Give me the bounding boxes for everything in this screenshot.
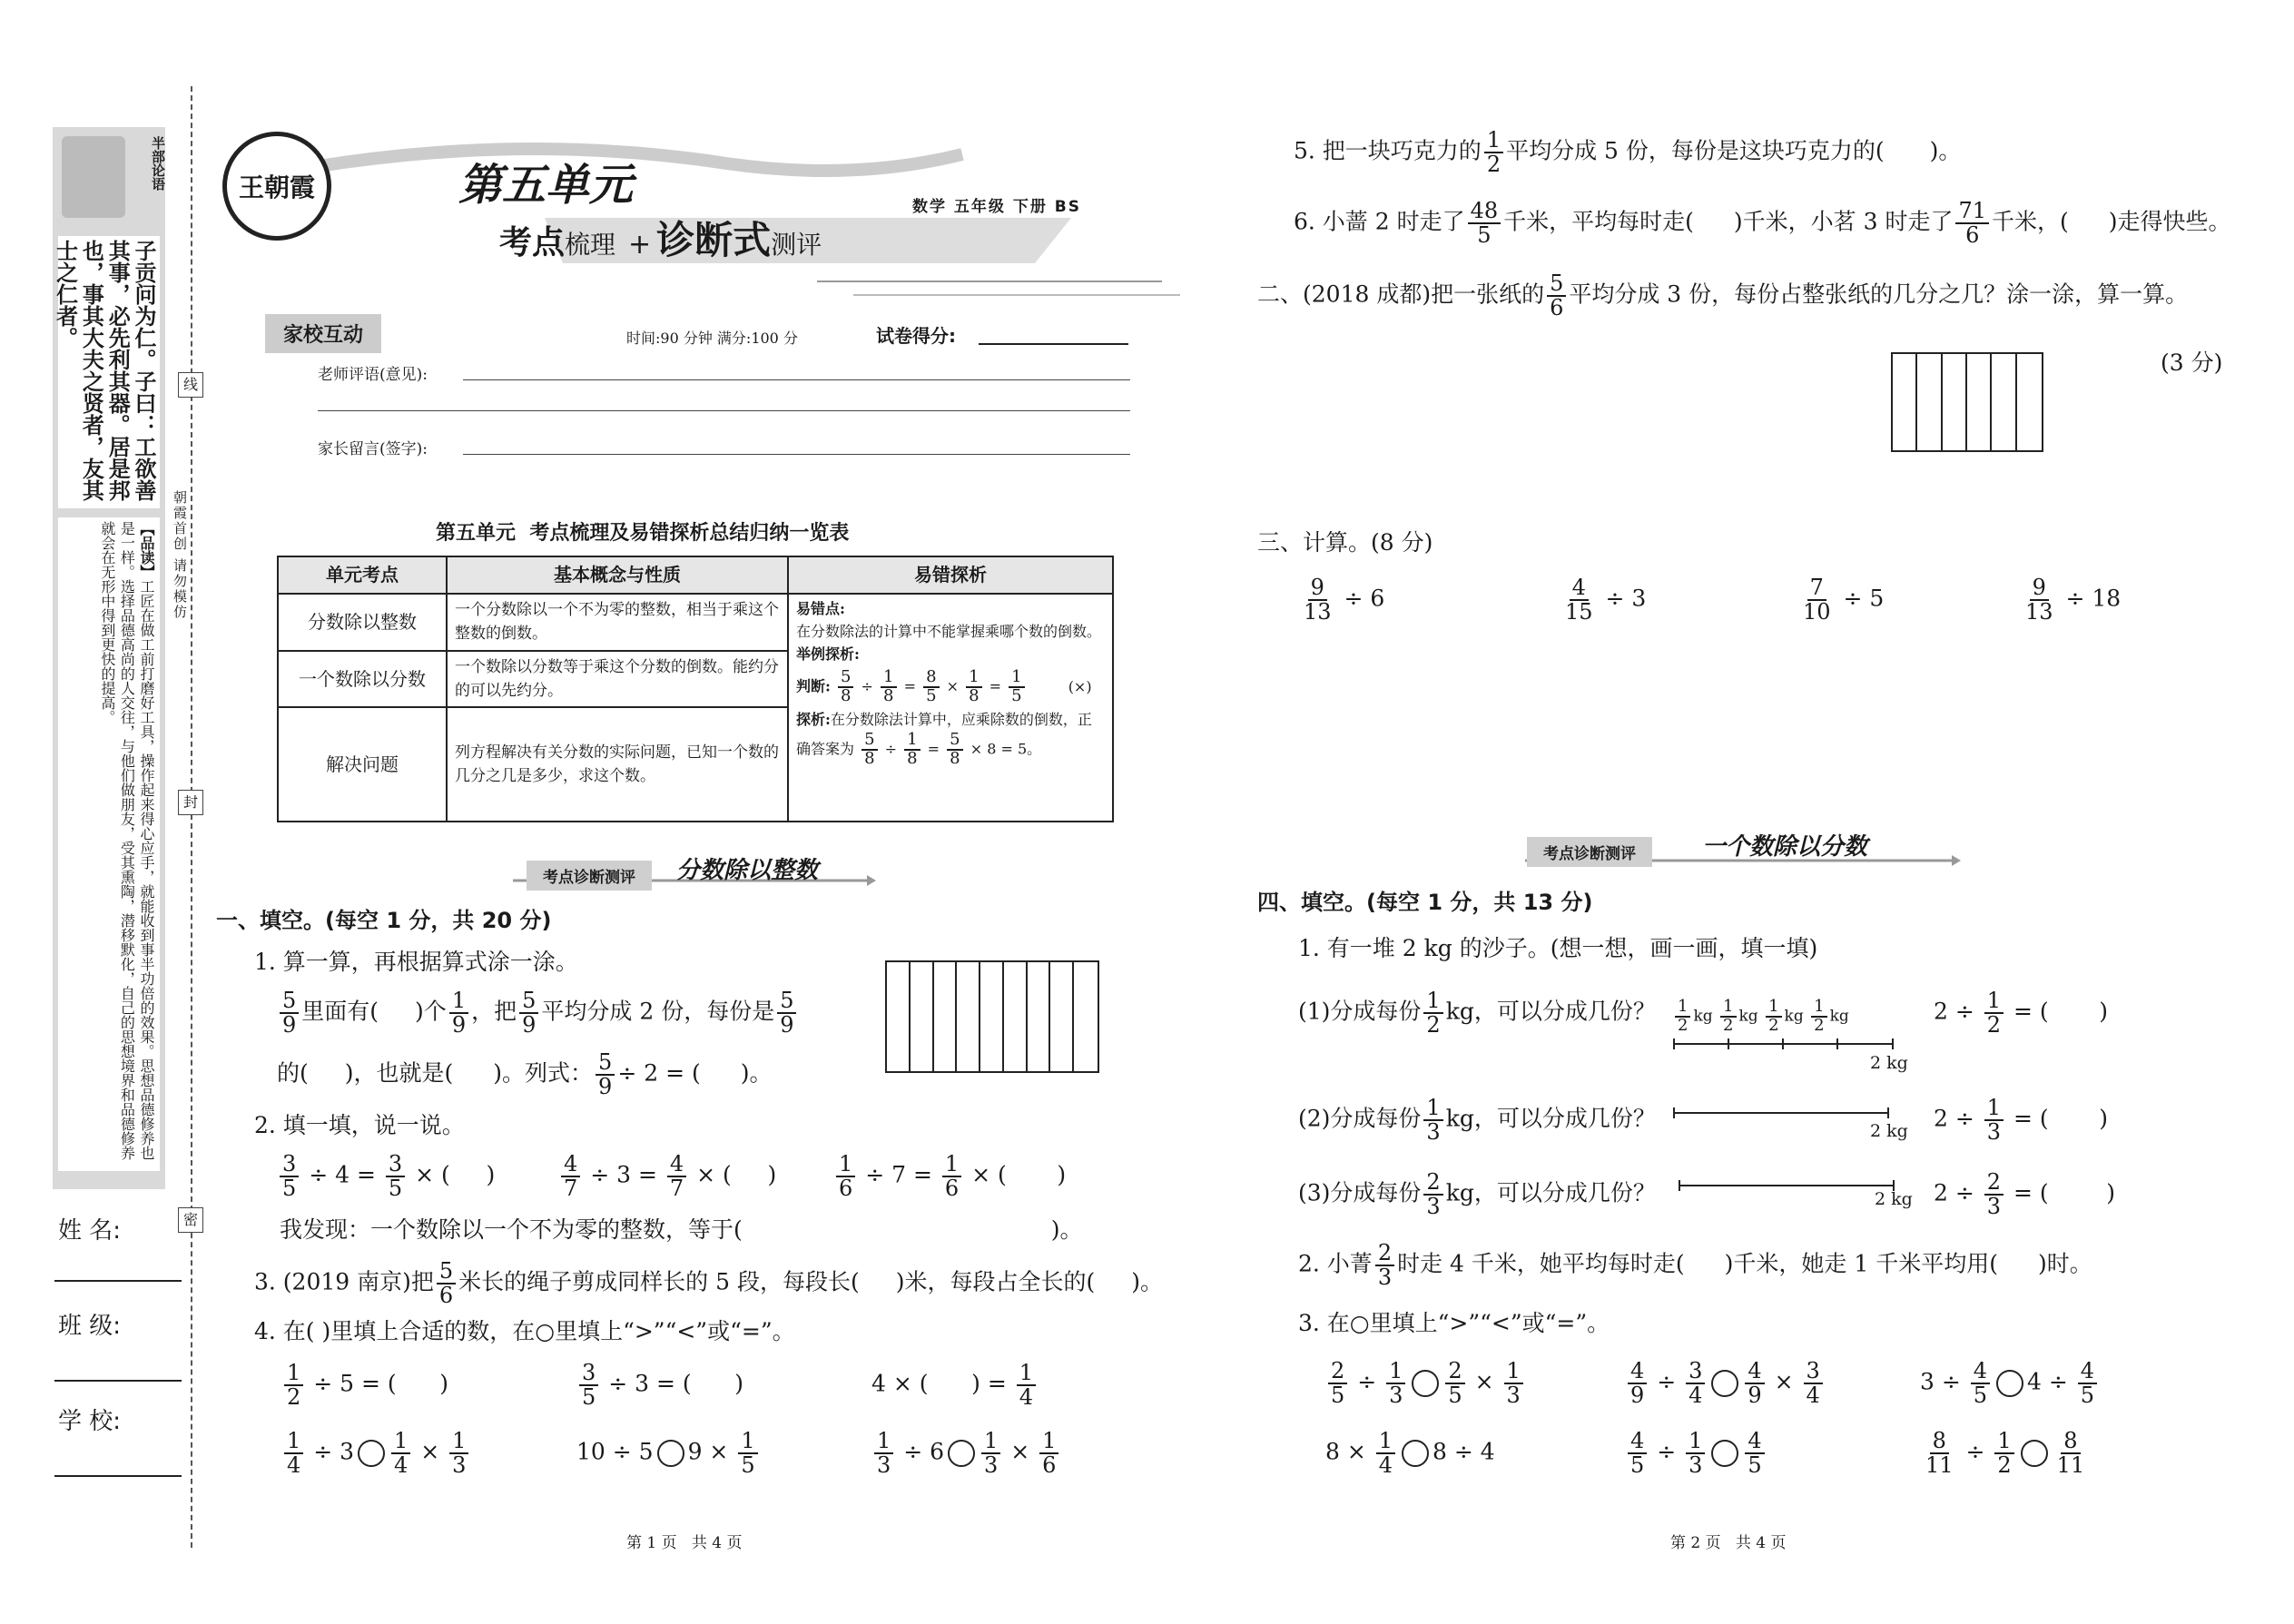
column-header: 易错探析: [788, 556, 1113, 594]
text-segment: 我发现：一个数除以一个不为零的整数，等于(: [280, 1216, 743, 1243]
column-header: 单元考点: [278, 556, 447, 594]
text-segment: )，也就是(: [344, 1059, 454, 1087]
compare-expression[interactable]: $\frac{4}{9}$ ÷ $\frac{3}{4}$ $\frac{4}{9}$ × $\frac{3}{4}$: [1625, 1360, 1826, 1407]
table-header-row: [278, 556, 1113, 594]
section-title: 一个数除以分数: [1702, 833, 1868, 861]
text-segment: )走得快些。: [2108, 208, 2231, 235]
text-segment: 6. 小蔷 2 时走了: [1294, 208, 1465, 235]
question-6: 6. 小蔷 2 时走了 $\frac{48}{5}$ 千米，平均每时走( )千米，小茗 3 时走了 $\frac{71}{6}$ 千米，( )走得快些。: [1294, 198, 2231, 249]
calc-expression[interactable]: $\frac{9}{13}$ ÷ 18: [2025, 575, 2122, 625]
fold-mark: 密: [178, 1207, 203, 1233]
text-segment: (1)分成每份: [1298, 998, 1422, 1025]
text-segment: )。列式：: [493, 1059, 594, 1087]
compare-circle[interactable]: [1402, 1440, 1429, 1467]
text-segment: 平均分成 3 份，每份占整张纸的几分之几？涂一涂，算一算。: [1569, 281, 2189, 308]
segment-line[interactable]: [1672, 1106, 1890, 1120]
topic-cell: 分数除以整数: [278, 594, 447, 651]
header-char: 语: [150, 177, 166, 191]
question-heading: 三、计算。(8 分): [1257, 529, 1433, 556]
class-label: 班 级:: [58, 1313, 122, 1340]
judge-label: 判断:: [796, 677, 831, 695]
kg-label: 2 kg: [1875, 1189, 1913, 1209]
topic-cell: 解决问题: [278, 707, 447, 822]
sub-question: (2)分成每份 $\frac{1}{3}$ kg，可以分成几份？: [1298, 1095, 1656, 1146]
parent-message-field[interactable]: [463, 454, 1130, 455]
question-score: (3 分): [2161, 349, 2223, 376]
fill-expression[interactable]: 2 ÷ $\frac{2}{3}$ = ( ): [1934, 1169, 2115, 1220]
concept-cell: 一个数除以分数等于乘这个分数的倒数。能约分的可以先约分。: [447, 651, 788, 708]
text-segment: 里面有(: [301, 998, 379, 1025]
fold-mark: 线: [178, 372, 203, 398]
shading-grid[interactable]: [1891, 352, 2043, 452]
question-item: 1. 有一堆 2 kg 的沙子。(想一想，画一画，填一填): [1298, 935, 1818, 961]
school-label: 学 校:: [58, 1408, 122, 1435]
shading-grid[interactable]: [885, 960, 1099, 1073]
text-segment: )。: [1050, 1216, 1083, 1243]
calc-expression[interactable]: $\frac{9}{13}$ ÷ 6: [1304, 575, 1385, 625]
compare-circle[interactable]: [657, 1440, 684, 1467]
name-field[interactable]: [54, 1280, 182, 1282]
text-segment: )。: [1929, 137, 1962, 164]
brand-logo: [222, 132, 331, 241]
question-1-line1: $\frac{5}{9}$ 里面有( )个 $\frac{1}{9}$ ，把 $\frac{5}{9}$ 平均分成 2 份，每份是 $\frac{5}{9}$: [277, 989, 799, 1037]
text-segment: kg，可以分成几份？: [1445, 1105, 1656, 1132]
calc-expression[interactable]: $\frac{4}{15}$ ÷ 3: [1565, 575, 1647, 625]
fill-expression[interactable]: $\frac{3}{5}$ ÷ 3 = ( ): [576, 1362, 743, 1409]
compare-expression[interactable]: $\frac{2}{5}$ ÷ $\frac{1}{3}$ $\frac{2}{5}$ × $\frac{1}{3}$: [1325, 1360, 1526, 1407]
text-segment: )千米，小茗 3 时走了: [1733, 208, 1954, 235]
text-segment: )。: [740, 1059, 773, 1087]
fill-expression[interactable]: $\frac{4}{7}$ ÷ 3 = $\frac{4}{7}$ × ( ): [558, 1153, 776, 1200]
compare-circle[interactable]: [2021, 1440, 2048, 1467]
table-row: [278, 594, 1113, 651]
compare-expression[interactable]: 3 ÷ $\frac{4}{5}$ 4 ÷ $\frac{4}{5}$: [1920, 1360, 2100, 1407]
exam-subtitle: [499, 218, 822, 263]
text-segment: 平均分成 5 份，每份是这块巧克力的(: [1506, 137, 1885, 164]
question-heading: 四、填空。(每空 1 分，共 13 分): [1257, 890, 1593, 915]
segment-line[interactable]: [1678, 1178, 1895, 1193]
page-footer: 第 2 页 共 4 页: [1670, 1534, 1787, 1552]
fill-expression[interactable]: $\frac{1}{6}$ ÷ 7 = $\frac{1}{6}$ × ( ): [833, 1153, 1066, 1200]
text-segment: )个: [415, 998, 447, 1025]
finding-statement: [280, 1216, 1083, 1244]
compare-circle[interactable]: [1711, 1440, 1738, 1467]
reading-label: 【品读】: [138, 521, 155, 579]
score-label: 试卷得分:: [876, 325, 956, 347]
time-info: 时间:90 分钟 满分:100 分: [626, 330, 798, 347]
subtitle-part: 考点: [499, 224, 566, 261]
text-segment: )千米，她走 1 千米平均用(: [1724, 1250, 1998, 1277]
question-3: 3. (2019 南京)把 $\frac{5}{6}$ 米长的绳子剪成同样长的 5 段，每段长( )米，每段占全长的( )。: [254, 1258, 1164, 1309]
subtitle-part: 梳理: [565, 230, 616, 260]
text-segment: 平均分成 2 份，每份是: [541, 998, 775, 1025]
sub-question: (3)分成每份 $\frac{2}{3}$ kg，可以分成几份？: [1298, 1169, 1656, 1220]
name-label: 姓 名:: [58, 1217, 122, 1245]
comment-line: [318, 410, 1130, 411]
compare-circle[interactable]: [1412, 1370, 1439, 1397]
sidebar-header: [129, 136, 165, 227]
compare-expression[interactable]: $\frac{1}{3}$ ÷ 6 $\frac{1}{3}$ × $\frac{1}{6}$: [871, 1430, 1061, 1477]
book-meta: 数学 五年级 下册 BS: [912, 198, 1081, 216]
question-item: 3. 在○里填上“>”“<”或“=”。: [1298, 1310, 1610, 1336]
fill-expression[interactable]: 2 ÷ $\frac{1}{2}$ = ( ): [1934, 988, 2109, 1038]
segment-diagram: $\frac{1}{2}$ kg $\frac{1}{2}$ kg $\frac{1}{2}$ kg $\frac{1}{2}$ kg: [1672, 999, 1849, 1035]
text-segment: 时走 4 千米，她平均每时走(: [1397, 1250, 1685, 1277]
question-item: 2. 填一填，说一说。: [254, 1112, 465, 1138]
text-segment: 5. 把一块巧克力的: [1294, 137, 1482, 164]
fill-expression[interactable]: 4 × ( ) = $\frac{1}{4}$: [871, 1362, 1039, 1409]
judge-mark: (×): [1068, 677, 1092, 695]
kg-label: 2 kg: [1870, 1121, 1908, 1141]
calc-expression[interactable]: $\frac{7}{10}$ ÷ 5: [1803, 575, 1885, 625]
parent-message-label: 家长留言(签字):: [318, 440, 428, 458]
page-footer: 第 1 页 共 4 页: [626, 1534, 743, 1552]
text-segment: 的(: [277, 1059, 309, 1087]
text-segment: 千米，(: [1992, 208, 2069, 235]
text-segment: kg，可以分成几份？: [1445, 998, 1656, 1025]
teacher-comment-field[interactable]: [463, 379, 1130, 380]
question-item: 1. 算一算，再根据算式涂一涂。: [254, 949, 578, 975]
error-analysis-cell: [788, 594, 1113, 822]
text-segment: 3. (2019 南京)把: [254, 1268, 434, 1295]
sidebar-reading: [58, 517, 160, 1171]
fill-expression[interactable]: $\frac{3}{5}$ ÷ 4 = $\frac{3}{5}$ × ( ): [277, 1153, 495, 1200]
family-school-tag: 家校互动: [265, 314, 381, 353]
sidebar-quote: 子贡问为仁。子曰：工欲善其事，必先利其器。居是邦也，事其大夫之贤者，友其士之仁者。: [58, 236, 160, 508]
concept-cell: 列方程解决有关分数的实际问题，已知一个数的几分之几是多少，求这个数。: [447, 707, 788, 822]
question-two: 二、(2018 成都)把一张纸的 $\frac{5}{6}$ 平均分成 3 份，每份占整张纸的几分之几？涂一涂，算一算。: [1257, 271, 2189, 321]
topic-cell: 一个数除以分数: [278, 651, 447, 708]
text-segment: kg，可以分成几份？: [1445, 1179, 1656, 1206]
compare-expression[interactable]: $\frac{4}{5}$ ÷ $\frac{1}{3}$ $\frac{4}{5}$: [1625, 1430, 1767, 1477]
compare-expression[interactable]: 8 × $\frac{1}{4}$ 8 ÷ 4: [1325, 1428, 1495, 1479]
question-1-line2: 的( )，也就是( )。列式： $\frac{5}{9}$ ÷ 2 = ( )。: [277, 1049, 773, 1100]
compare-expression[interactable]: 10 ÷ 5 9 × $\frac{1}{5}$: [576, 1430, 761, 1477]
compare-circle[interactable]: [948, 1440, 975, 1467]
reading-text: 工匠在做工前打磨好工具，操作起来得心应手，就能收到事半功倍的效果。思想品德修养也是一样。选择品德高尚的人交往，与他们做朋友，受其熏陶，潜移默化，自己的思想境界和品德修养就会在无形中得到更快的提高。: [98, 521, 155, 1160]
example-label: 举例探析:: [796, 645, 860, 663]
class-field[interactable]: [54, 1380, 182, 1382]
header-char: 半: [150, 136, 166, 150]
question-5: 5. 把一块巧克力的 $\frac{1}{2}$ 平均分成 5 份，每份是这块巧克力的( )。: [1294, 127, 1962, 178]
compare-expression[interactable]: $\frac{1}{4}$ ÷ 3 $\frac{1}{4}$ × $\frac{1}{3}$: [281, 1430, 471, 1477]
text-segment: ÷ 2 = (: [617, 1059, 701, 1087]
summary-title: 第五单元 考点梳理及易错探析总结归纳一览表: [436, 522, 850, 545]
section-title: 分数除以整数: [676, 857, 819, 884]
error-point-text: 在分数除法的计算中不能掌握乘哪个数的倒数。: [796, 622, 1102, 640]
text-segment: ，把: [471, 998, 517, 1025]
concept-cell: 一个分数除以一个不为零的整数，相当于乘这个整数的倒数。: [447, 594, 788, 651]
fold-mark: 封: [178, 790, 203, 815]
summary-table: [277, 556, 1114, 822]
header-char: 部: [150, 150, 166, 163]
school-field[interactable]: [54, 1475, 182, 1477]
error-point-label: 易错点:: [796, 600, 845, 617]
text-segment: (2)分成每份: [1298, 1105, 1422, 1132]
text-segment: 米长的绳子剪成同样长的 5 段，每段长(: [458, 1268, 860, 1295]
text-segment: )。: [1131, 1268, 1164, 1295]
analysis-text: 探析:在分数除法计算中，应乘除数的倒数，正确答案为 $\frac{5}{8}$ ÷ $\frac{1}{8}$ = $\frac{5}{8}$ × 8 = 5。: [796, 711, 1092, 768]
column-header: 基本概念与性质: [447, 556, 788, 594]
sidebar-portrait: [62, 136, 125, 218]
header-char: 论: [150, 163, 166, 177]
sub-question: (1)分成每份 $\frac{1}{2}$ kg，可以分成几份？: [1298, 988, 1656, 1038]
text-segment: 千米，平均每时走(: [1503, 208, 1694, 235]
unit-title: 第五单元: [458, 160, 634, 211]
subtitle-plus: +: [627, 229, 652, 261]
text-segment: )时。: [2037, 1250, 2092, 1277]
text-segment: (3)分成每份: [1298, 1179, 1422, 1206]
compare-circle[interactable]: [358, 1440, 385, 1467]
compare-expression[interactable]: $\frac{8}{11}$ ÷ $\frac{1}{2}$ $\frac{8}{11}$: [1925, 1428, 2085, 1479]
section-tag: 考点诊断测评: [1527, 837, 1652, 867]
compare-circle[interactable]: [1711, 1370, 1738, 1397]
question-4-2: 2. 小菁 $\frac{2}{3}$ 时走 4 千米，她平均每时走( )千米，她走 1 千米平均用( )时。: [1298, 1240, 2092, 1291]
compare-circle[interactable]: [1996, 1370, 2023, 1397]
analysis-label: 探析:: [796, 711, 831, 729]
section-tag: 考点诊断测评: [527, 861, 652, 891]
subtitle-part: 诊断式: [656, 218, 772, 262]
text-segment: 2. 小菁: [1298, 1250, 1373, 1277]
brand-logo-text: 王朝霞: [238, 172, 315, 202]
question-item: 4. 在( )里填上合适的数，在○里填上“>”“<”或“=”。: [254, 1318, 795, 1344]
text-segment: 二、(2018 成都)把一张纸的: [1257, 281, 1545, 308]
copyright-notice: 朝霞首创 请勿模仿: [172, 490, 188, 620]
analysis-body: 在分数除法计算中，应乘除数的倒数，正确答案为: [796, 711, 1092, 758]
judge-example: 判断: $\frac{5}{8}$ ÷ $\frac{1}{8}$ = $\frac{8}{5}$ × $\frac{1}{8}$ = $\frac{1}{5}$ (×): [796, 667, 1092, 706]
kg-label: 2 kg: [1870, 1053, 1908, 1073]
fill-expression[interactable]: 2 ÷ $\frac{1}{3}$ = ( ): [1934, 1095, 2109, 1146]
fold-line: [191, 86, 192, 1548]
teacher-comment-label: 老师评语(意见):: [318, 366, 428, 384]
question-heading: 一、填空。(每空 1 分，共 20 分): [216, 908, 552, 933]
text-segment: )米，每段占全长的(: [895, 1268, 1096, 1295]
subtitle-part: 测评: [771, 230, 822, 260]
fill-expression[interactable]: $\frac{1}{2}$ ÷ 5 = ( ): [281, 1362, 448, 1409]
score-field[interactable]: [979, 343, 1128, 345]
segment-line: [1672, 1037, 1895, 1051]
